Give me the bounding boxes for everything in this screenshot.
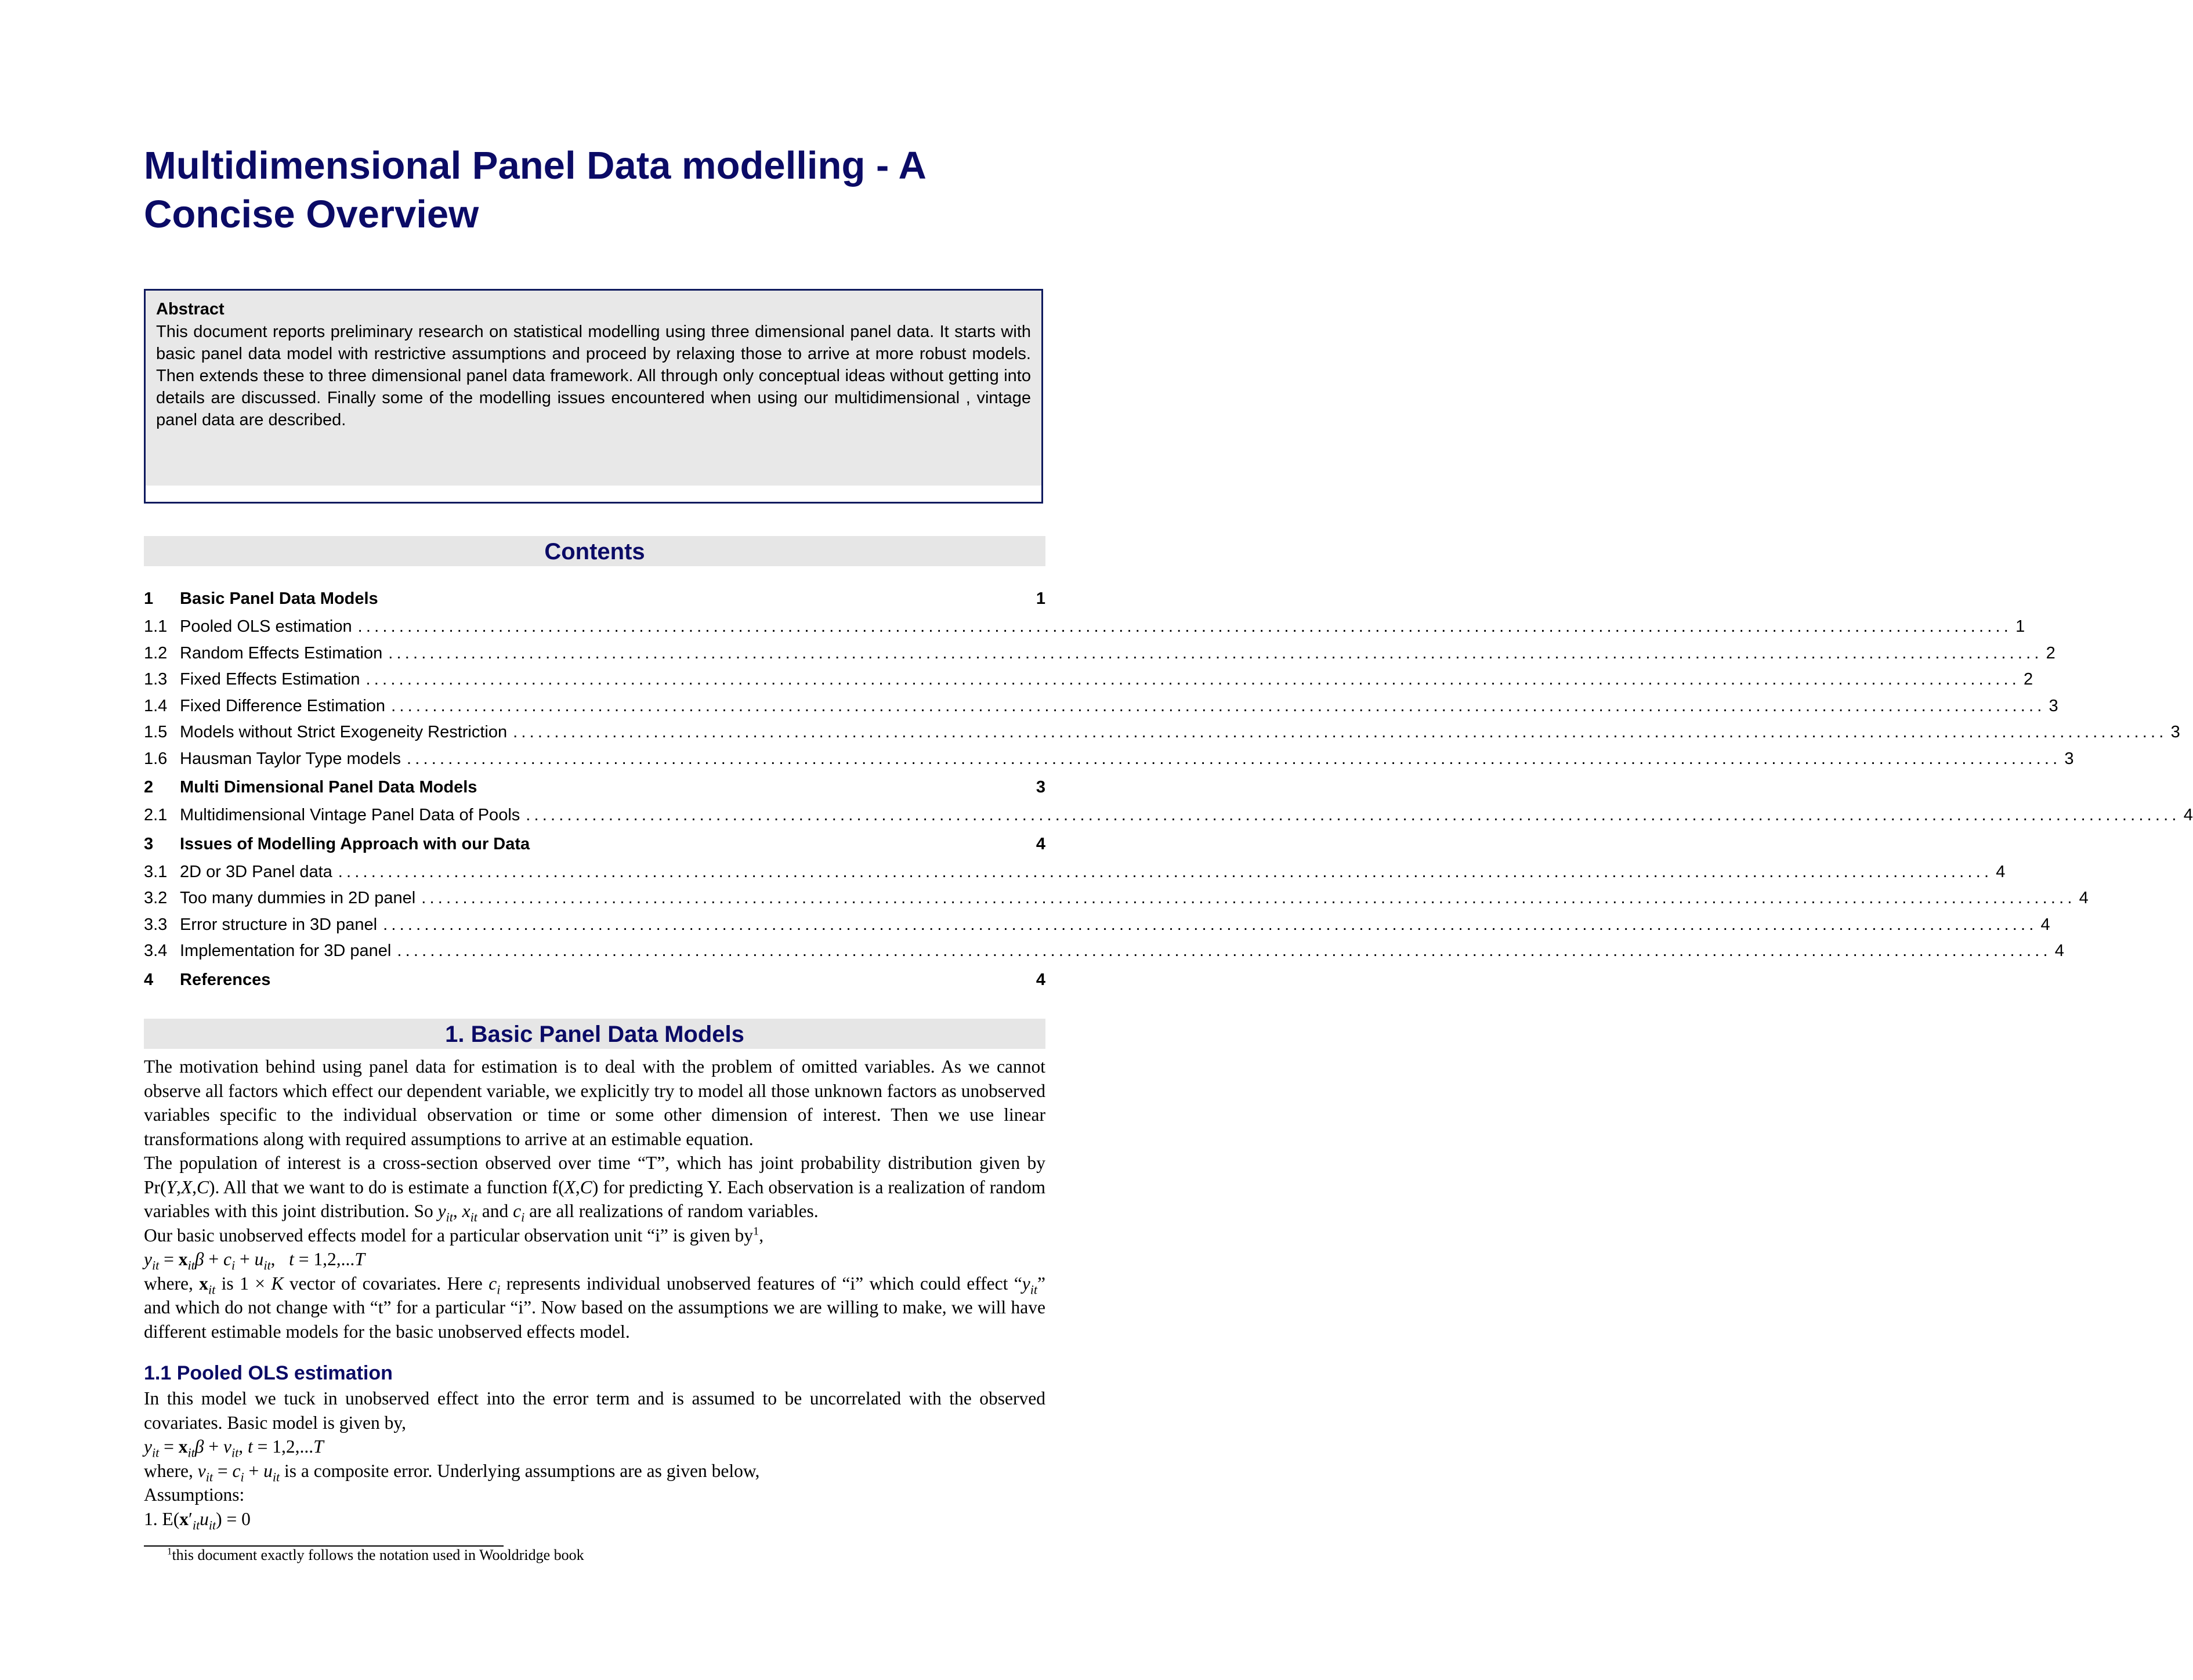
toc-entry-page: 3 xyxy=(1036,778,1045,796)
toc-entry[interactable] xyxy=(144,965,1045,995)
toc-entry-page: 4 xyxy=(2040,915,2050,934)
toc-leader-dots: ........................................................................................................................................................................................................ xyxy=(397,942,2051,960)
footnote-marker[interactable]: 1 xyxy=(752,1225,759,1237)
section-1-heading: 1. Basic Panel Data Models xyxy=(144,1019,1045,1049)
toc-entry[interactable] xyxy=(144,640,2056,667)
toc-entry-page: 4 xyxy=(2054,942,2064,960)
toc-entry-number: 3.3 xyxy=(144,915,168,934)
toc-entry-title: References xyxy=(180,970,271,989)
toc-entry-number: 3 xyxy=(144,834,154,853)
footnote-mark: 1 xyxy=(167,1545,172,1557)
text-run: where, xyxy=(144,1460,198,1481)
toc-entry[interactable] xyxy=(144,746,2074,773)
toc-entry-number: 3.1 xyxy=(144,862,168,881)
abstract-heading: Abstract xyxy=(156,300,225,318)
footnote xyxy=(167,1547,584,1564)
toc-entry-title: Multidimensional Vintage Panel Data of Pools xyxy=(180,806,520,824)
toc-entry[interactable] xyxy=(144,772,1045,802)
table-of-contents xyxy=(144,584,2193,995)
toc-entry[interactable] xyxy=(144,859,2006,886)
toc-entry-page: 2 xyxy=(2023,670,2033,689)
section-1-body xyxy=(144,1055,1045,1344)
toc-entry-page: 4 xyxy=(2183,806,2193,824)
toc-leader-dots: ........................................................................................................................................................................................................ xyxy=(526,806,2180,824)
text-run: where, xyxy=(144,1273,200,1294)
toc-entry[interactable] xyxy=(144,719,2180,746)
footnote-text: this document exactly follows the notation used in Wooldridge book xyxy=(172,1547,584,1563)
toc-entry-number: 1.2 xyxy=(144,643,168,662)
toc-leader-dots: ........................................................................................................................................................................................................ xyxy=(391,696,2046,715)
subsection-1-1-para-1: In this model we tuck in unobserved effect into the error term and is assumed to be uncorrelated with the observed covariates. Basic model is given by, xyxy=(144,1388,1045,1433)
toc-entry-number: 2 xyxy=(144,778,154,796)
text-run: and xyxy=(477,1201,513,1221)
toc-entry-title: Models without Strict Exogeneity Restriction xyxy=(180,723,508,741)
text-run: ” and which do not change with “t” for a particular “i”. Now based on the assumptions we are willing to make, we will have different estimable models for the basic unobserved effects model. xyxy=(144,1273,1045,1342)
section-1-para-4: where, $x_{it}$ is 1 × K vector of covariates. Here $c_i$ represents individual unobserved features of “i” which could effect “$y_{it}$” and which do not change with “t” for a particular “i”. Now based on the assumptions we are willing to make, we will have different estimable models for the basic unobserved effects model. xyxy=(144,1273,1045,1342)
toc-entry-title: Error structure in 3D panel xyxy=(180,915,378,934)
toc-entry-title: Issues of Modelling Approach with our Data xyxy=(180,834,530,853)
toc-entry[interactable] xyxy=(144,802,2193,829)
equation-2: $y_{it} = x_{it}\beta + v_{it}$, t = 1,2,...T xyxy=(144,1436,324,1460)
toc-entry-title: Implementation for 3D panel xyxy=(180,942,392,960)
text-run: ). All that we want to do is estimate a function f( xyxy=(209,1176,564,1197)
toc-entry-title: Random Effects Estimation xyxy=(180,643,383,662)
toc-entry-title: Too many dummies in 2D panel xyxy=(180,889,416,907)
toc-entry[interactable] xyxy=(144,885,2089,912)
subsection-1-1-body xyxy=(144,1386,1045,1531)
toc-entry[interactable] xyxy=(144,912,2050,939)
toc-entry-title: Fixed Difference Estimation xyxy=(180,696,386,715)
text-run: Our basic unobserved effects model for a particular observation unit “i” is given by xyxy=(144,1225,753,1245)
toc-leader-dots: ........................................................................................................................................................................................................ xyxy=(357,617,2013,636)
section-1-para-3: Our basic unobserved effects model for a particular observation unit “i” is given $by^1$, xyxy=(144,1225,764,1245)
toc-entry-page: 3 xyxy=(2170,723,2180,741)
toc-entry[interactable] xyxy=(144,667,2033,693)
toc-entry-page: 1 xyxy=(2015,617,2025,636)
toc-entry-title: Multi Dimensional Panel Data Models xyxy=(180,778,477,796)
abstract-bottom-strip xyxy=(146,486,1041,502)
toc-entry-number: 1 xyxy=(144,589,154,608)
toc-entry-page: 2 xyxy=(2046,643,2056,662)
toc-entry[interactable] xyxy=(144,829,1045,859)
toc-entry-number: 1.5 xyxy=(144,723,168,741)
toc-entry-page: 4 xyxy=(1996,862,2006,881)
toc-entry-title: Fixed Effects Estimation xyxy=(180,670,360,689)
toc-entry[interactable] xyxy=(144,614,2025,640)
toc-entry-number: 1.3 xyxy=(144,670,168,689)
toc-entry-number: 2.1 xyxy=(144,806,168,824)
section-1-para-1: The motivation behind using panel data for estimation is to deal with the problem of omitted variables. As we cannot observe all factors which effect our dependent variable, we explicitly try to model all those unknown factors as unobserved variables specific to the individual observation or time or some other dimension of interest. Then we use linear transformations along with required assumptions to arrive at an estimable equation. xyxy=(144,1056,1045,1149)
toc-entry-page: 1 xyxy=(1036,589,1045,608)
toc-leader-dots: ........................................................................................................................................................................................................ xyxy=(366,670,2020,689)
toc-entry-number: 1.6 xyxy=(144,749,168,768)
toc-entry-page: 3 xyxy=(2064,749,2074,768)
toc-entry-title: Basic Panel Data Models xyxy=(180,589,378,608)
text-run: are all realizations of random variables. xyxy=(524,1201,819,1221)
toc-leader-dots: ........................................................................................................................................................................................................ xyxy=(513,723,2167,741)
text-run: represents individual unobserved features of “i” which could effect “ xyxy=(500,1273,1022,1294)
toc-entry[interactable] xyxy=(144,584,1045,614)
toc-entry-number: 1.1 xyxy=(144,617,168,636)
toc-entry-title: Hausman Taylor Type models xyxy=(180,749,401,768)
assumptions-label: Assumptions: xyxy=(144,1485,245,1505)
toc-entry-number: 1.4 xyxy=(144,696,168,715)
toc-leader-dots: ........................................................................................................................................................................................................ xyxy=(406,749,2061,768)
toc-entry[interactable] xyxy=(144,938,2064,965)
contents-heading: Contents xyxy=(144,536,1045,566)
toc-entry-page: 3 xyxy=(2049,696,2058,715)
subsection-1-1-para-2: where, $v_{it} = c_i + u_{it}$ is a composite error. Underlying assumptions are as given below, xyxy=(144,1460,760,1484)
assumption-1: 1. $E(x'_{it}u_{it}) = 0$ xyxy=(144,1508,251,1532)
paper-title: Multidimensional Panel Data modelling - A Concise Overview xyxy=(144,144,925,236)
toc-entry-page: 4 xyxy=(1036,834,1045,853)
toc-entry-number: 3.4 xyxy=(144,942,168,960)
text-run: 1. E xyxy=(144,1508,173,1529)
toc-entry-number: 3.2 xyxy=(144,889,168,907)
toc-leader-dots: ........................................................................................................................................................................................................ xyxy=(338,862,1993,881)
abstract-text: This document reports preliminary research on statistical modelling using three dimensional panel data. It starts with basic panel data model with restrictive assumptions and proceed by relaxing those to arrive at more robust models. Then extends these to three dimensional panel data framework. All through only conceptual ideas without getting into details are discussed. Finally some of the modelling issues encountered when using our multidimensional , vintage panel data are described. xyxy=(156,323,1031,429)
section-1-para-2: The population of interest is a cross-section observed over time “T”, which has joint probability distribution given by Pr(Y,X,C). All that we want to do is estimate a function f(X,C) for predicting Y. Each observation is a realization of random variables with this joint distribution. So $y_{it}$, $x_{it}$ and $c_i$ are all realizations of random variables. xyxy=(144,1153,1045,1225)
text-run: The population of interest is a cross-section observed over time “T”, which has joint probability distribution given by Pr( xyxy=(144,1153,1045,1197)
equation-1: $y_{it} = x_{it}\beta + c_i + u_{it}$, t = 1,2,...T xyxy=(144,1249,365,1273)
toc-entry-title: Pooled OLS estimation xyxy=(180,617,352,636)
subsection-1-1-heading: 1.1 Pooled OLS estimation xyxy=(144,1362,393,1384)
toc-entry-page: 4 xyxy=(1036,970,1045,989)
toc-leader-dots: ........................................................................................................................................................................................................ xyxy=(388,643,2043,662)
toc-leader-dots: ........................................................................................................................................................................................................ xyxy=(383,915,2038,934)
toc-entry-number: 4 xyxy=(144,970,154,989)
toc-entry-page: 4 xyxy=(2079,889,2089,907)
text-run: is a composite error. Underlying assumptions are as given below, xyxy=(280,1460,760,1481)
toc-leader-dots: ........................................................................................................................................................................................................ xyxy=(421,889,2076,907)
abstract-box xyxy=(144,289,1043,504)
toc-entry[interactable] xyxy=(144,693,2058,720)
text-run: ) for predicting Y. Each observation is a realization of random variables with this joint distribution. So xyxy=(144,1176,1045,1221)
toc-entry-title: 2D or 3D Panel data xyxy=(180,862,332,881)
text-run: vector of covariates. Here xyxy=(283,1273,489,1294)
